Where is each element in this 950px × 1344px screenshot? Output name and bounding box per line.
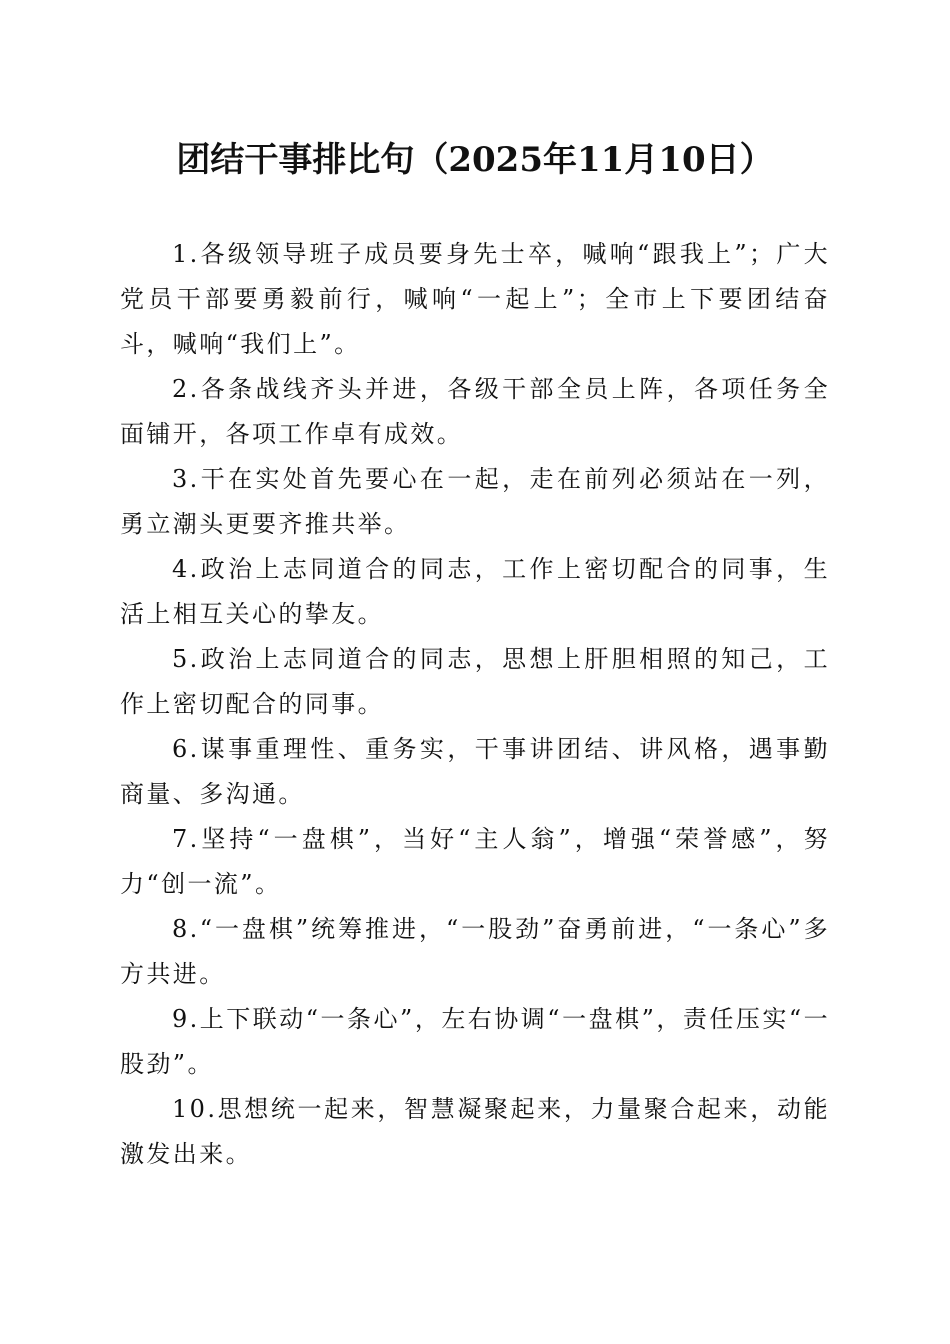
paragraph-7: 7.坚持“一盘棋”，当好“主人翁”，增强“荣誉感”，努力“创一流”。	[120, 825, 830, 898]
paragraph-9: 9.上下联动“一条心”，左右协调“一盘棋”，责任压实“一股劲”。	[120, 1005, 830, 1078]
paragraph-4: 4.政治上志同道合的同志，工作上密切配合的同事，生活上相互关心的挚友。	[120, 555, 830, 628]
paragraph-6: 6.谋事重理性、重务实，干事讲团结、讲风格，遇事勤商量、多沟通。	[120, 735, 830, 808]
document-body	[120, 232, 830, 1177]
paragraph-5: 5.政治上志同道合的同志，思想上肝胆相照的知己，工作上密切配合的同事。	[120, 645, 830, 718]
paragraph-10: 10.思想统一起来，智慧凝聚起来，力量聚合起来，动能激发出来。	[120, 1095, 830, 1168]
paragraph-2: 2.各条战线齐头并进，各级干部全员上阵，各项任务全面铺开，各项工作卓有成效。	[120, 375, 830, 448]
paragraph-3: 3.干在实处首先要心在一起，走在前列必须站在一列，勇立潮头更要齐推共举。	[120, 465, 830, 538]
document-title: 团结干事排比句（2025年11月10日）	[176, 140, 774, 180]
paragraph-1: 1.各级领导班子成员要身先士卒，喊响“跟我上”；广大党员干部要勇毅前行，喊响“一起上”；全市上下要团结奋斗，喊响“我们上”。	[120, 240, 830, 358]
paragraph-8: 8.“一盘棋”统筹推进，“一股劲”奋勇前进，“一条心”多方共进。	[120, 915, 830, 988]
